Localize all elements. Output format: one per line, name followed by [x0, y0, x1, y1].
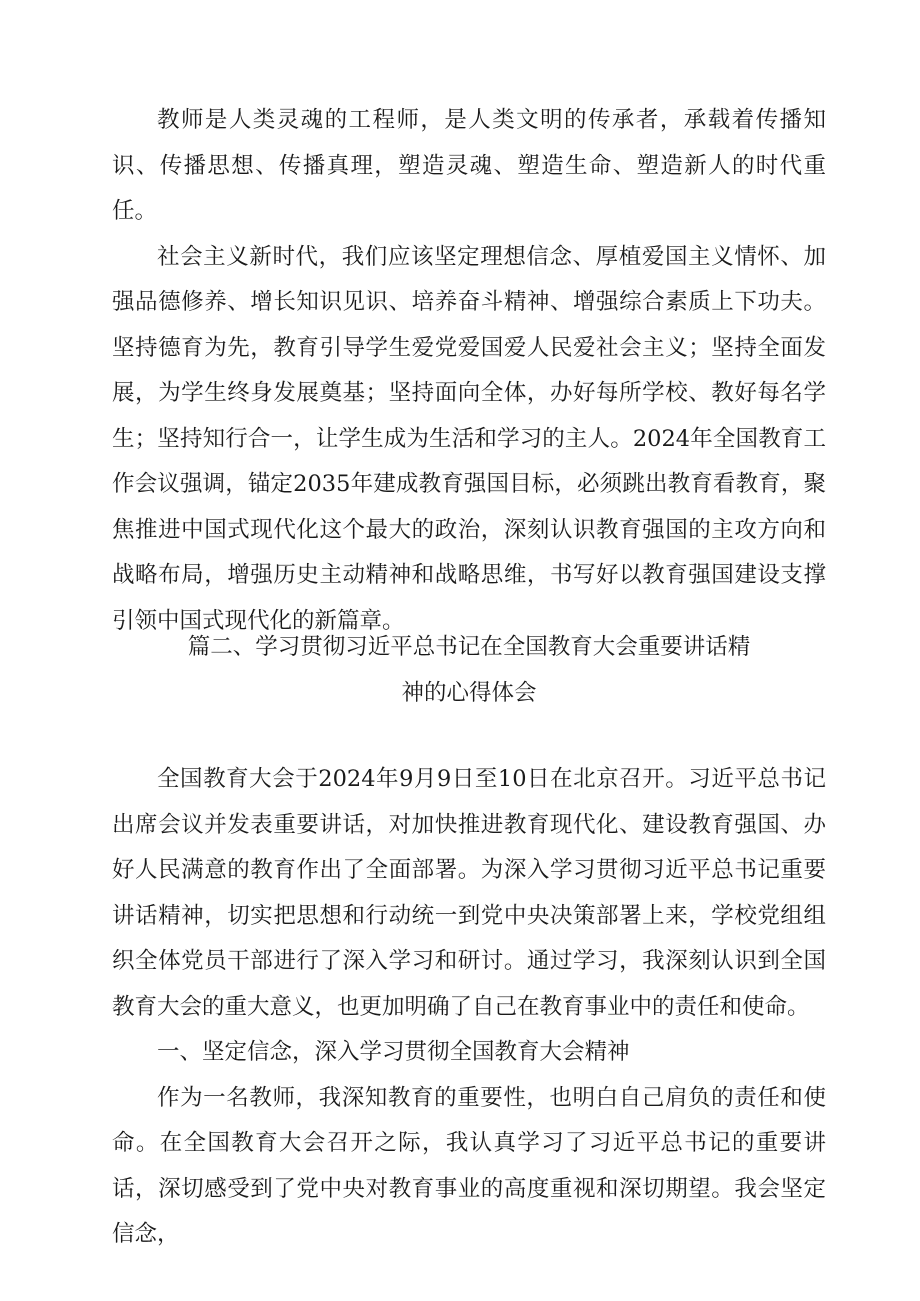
- paragraph: 作为一名教师，我深知教育的重要性，也明白自己肩负的责任和使命。在全国教育大会召开之际，我认真学习了习近平总书记的重要讲话，深切感受到了党中央对教育事业的高度重视和深切期望。我会坚定信念，: [112, 1084, 826, 1247]
- section-title-line: 篇二、学习贯彻习近平总书记在全国教育大会重要讲话精: [187, 634, 751, 660]
- paragraph: 全国教育大会于2024年9月9日至10日在北京召开。习近平总书记出席会议并发表重要讲话，对加快推进教育现代化、建设教育强国、办好人民满意的教育作出了全面部署。为深入学习贯彻习近平总书记重要讲话精神，切实把思想和行动统一到党中央决策部署上来，学校党组组织全体党员干部进行了深入学习和研讨。通过学习，我深刻认识到全国教育大会的重大意义，也更加明确了自己在教育事业中的责任和使命。: [112, 766, 826, 1020]
- section-title: [112, 625, 826, 716]
- body-text-bottom: [112, 757, 826, 1258]
- paragraph: 教师是人类灵魂的工程师，是人类文明的传承者，承载着传播知识、传播思想、传播真理，塑造灵魂、塑造生命、塑造新人的时代重任。: [112, 107, 826, 224]
- section-title-line: 神的心得体会: [401, 679, 537, 706]
- paragraph: 社会主义新时代，我们应该坚定理想信念、厚植爱国主义情怀、加强品德修养、增长知识见识、培养奋斗精神、增强综合素质上下功夫。坚持德育为先，教育引导学生爱党爱国爱人民爱社会主义；坚持全面发展，为学生终身发展奠基；坚持面向全体，办好每所学校、教好每名学生；坚持知行合一，让学生成为生活和学习的主人。2024年全国教育工作会议强调，锚定2035年建成教育强国目标，必须跳出教育看教育，聚焦推进中国式现代化这个最大的政治，深刻认识教育强国的主攻方向和战略布局，增强历史主动精神和战略思维，书写好以教育强国建设支撑引领中国式现代化的新篇章。: [112, 243, 826, 634]
- body-text-top: [112, 98, 826, 644]
- subheading: 一、坚定信念，深入学习贯彻全国教育大会精神: [157, 1039, 630, 1065]
